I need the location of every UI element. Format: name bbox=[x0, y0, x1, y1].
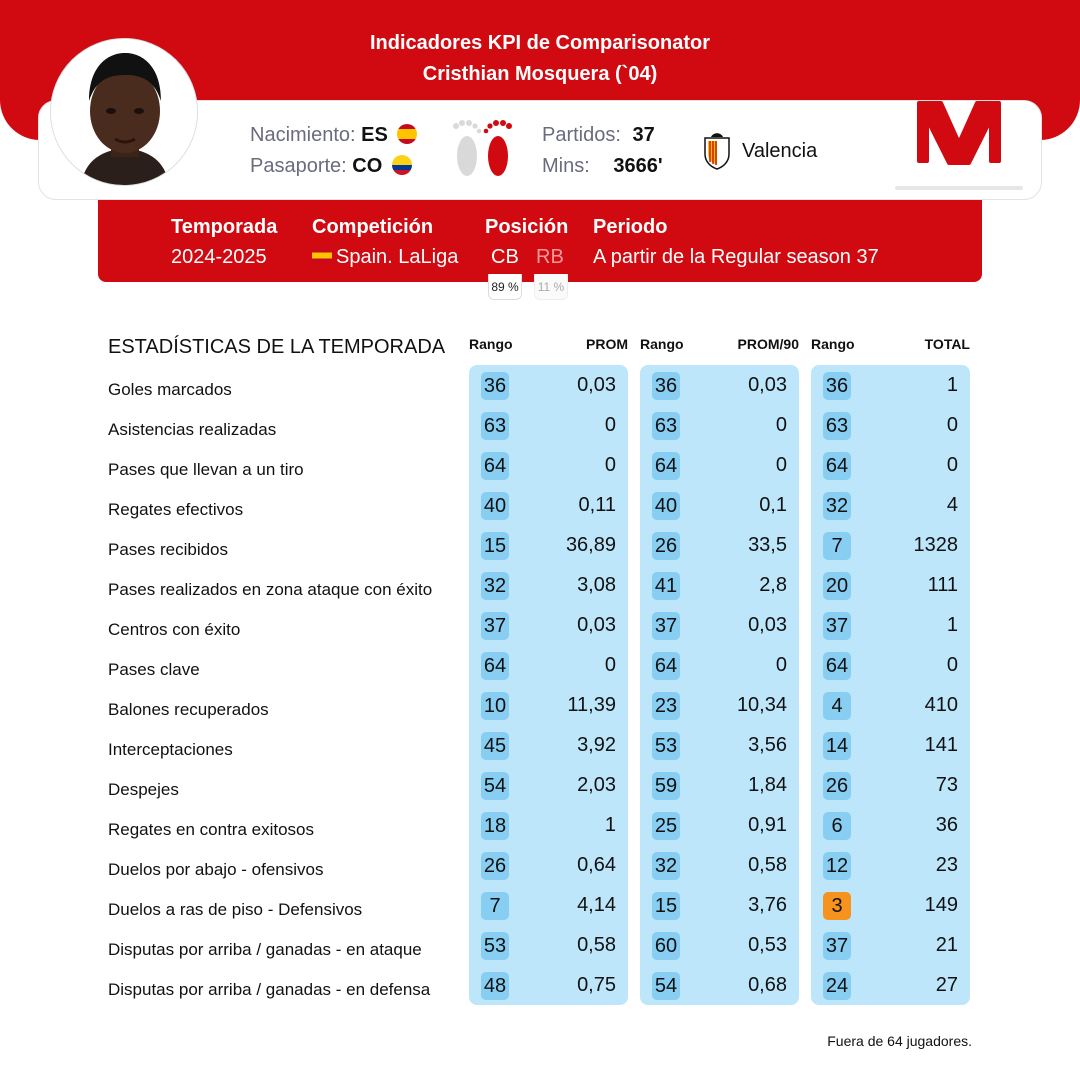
passport-country: CO bbox=[352, 155, 383, 177]
stat-label: Goles marcados bbox=[108, 380, 232, 399]
value-cell: 0,03 bbox=[577, 614, 616, 636]
value-cell: 0 bbox=[946, 414, 958, 436]
rank-cell: 64 bbox=[823, 652, 851, 680]
stat-label: Asistencias realizadas bbox=[108, 420, 277, 439]
value-cell: 0,11 bbox=[578, 494, 616, 516]
rank-cell: 20 bbox=[823, 572, 851, 600]
rank-cell: 59 bbox=[652, 772, 680, 800]
birth-country: ES bbox=[361, 124, 388, 146]
position-rb: RB bbox=[536, 246, 564, 268]
value-cell: 1 bbox=[946, 614, 958, 636]
rank-cell: 10 bbox=[481, 692, 509, 720]
value-cell: 0,68 bbox=[748, 974, 787, 996]
value-cell: 0,03 bbox=[748, 374, 787, 396]
period-header: Periodo bbox=[593, 216, 668, 238]
stat-label: Despejes bbox=[108, 780, 179, 799]
stat-label: Regates en contra exitosos bbox=[108, 820, 315, 839]
header-per90: PROM/90 bbox=[737, 336, 799, 352]
club bbox=[702, 132, 817, 170]
rank-cell: 48 bbox=[481, 972, 509, 1000]
rank-cell: 64 bbox=[481, 452, 509, 480]
rank-cell: 14 bbox=[823, 732, 851, 760]
title-line-1: Indicadores KPI de Comparisonator bbox=[369, 32, 711, 54]
rank-cell: 63 bbox=[823, 412, 851, 440]
value-cell: 3,08 bbox=[577, 574, 616, 596]
value-cell: 0 bbox=[775, 454, 787, 476]
rank-cell: 6 bbox=[823, 812, 851, 840]
stat-label: Duelos a ras de piso - Defensivos bbox=[108, 900, 363, 919]
value-cell: 111 bbox=[927, 574, 958, 596]
value-cell: 3,92 bbox=[577, 734, 616, 756]
rank-cell: 24 bbox=[823, 972, 851, 1000]
rank-cell: 18 bbox=[481, 812, 509, 840]
value-cell: 33,5 bbox=[748, 534, 787, 556]
value-cell: 4 bbox=[946, 494, 958, 516]
rank-cell: 37 bbox=[823, 612, 851, 640]
rank-cell: 36 bbox=[652, 372, 680, 400]
position-cb-percent: 89 % bbox=[488, 274, 522, 300]
rank-cell: 32 bbox=[481, 572, 509, 600]
value-cell: 36 bbox=[935, 814, 958, 836]
rank-cell: 53 bbox=[652, 732, 680, 760]
rank-cell: 64 bbox=[481, 652, 509, 680]
value-cell: 0,75 bbox=[577, 974, 616, 996]
rank-cell: 32 bbox=[652, 852, 680, 880]
value-cell: 0 bbox=[604, 654, 616, 676]
value-cell: 36,89 bbox=[565, 534, 616, 556]
rank-cell: 45 bbox=[481, 732, 509, 760]
rank-cell: 26 bbox=[481, 852, 509, 880]
header-avg: PROM bbox=[586, 336, 628, 352]
rank-cell: 36 bbox=[481, 372, 509, 400]
value-cell: 21 bbox=[935, 934, 958, 956]
birth-row bbox=[250, 124, 417, 147]
stat-label: Pases que llevan a un tiro bbox=[108, 460, 304, 479]
rank-cell: 41 bbox=[652, 572, 680, 600]
header-rank-2: Rango bbox=[640, 336, 684, 352]
rank-cell: 12 bbox=[823, 852, 851, 880]
header-rank-1: Rango bbox=[469, 336, 513, 352]
rank-cell: 23 bbox=[652, 692, 680, 720]
value-cell: 3,76 bbox=[748, 894, 787, 916]
footedness-icon bbox=[448, 118, 518, 182]
rank-cell: 36 bbox=[823, 372, 851, 400]
spain-flag-icon bbox=[312, 249, 332, 262]
value-cell: 0,58 bbox=[577, 934, 616, 956]
rank-cell: 40 bbox=[652, 492, 680, 520]
stat-label: Regates efectivos bbox=[108, 500, 244, 519]
rank-cell: 7 bbox=[823, 532, 851, 560]
position-rb-percent: 11 % bbox=[534, 274, 568, 300]
passport-label: Pasaporte: bbox=[250, 155, 347, 177]
logo-underline bbox=[895, 186, 1023, 190]
season-value: 2024-2025 bbox=[171, 246, 267, 268]
player-photo bbox=[50, 38, 198, 186]
club-name: Valencia bbox=[742, 139, 818, 162]
rank-cell: 4 bbox=[823, 692, 851, 720]
rank-cell: 37 bbox=[823, 932, 851, 960]
passport-row bbox=[250, 155, 412, 178]
stat-label: Centros con éxito bbox=[108, 620, 241, 639]
value-cell: 3,56 bbox=[748, 734, 787, 756]
value-cell: 410 bbox=[924, 694, 958, 716]
footnote: Fuera de 64 jugadores. bbox=[827, 1033, 972, 1049]
rank-cell: 37 bbox=[652, 612, 680, 640]
header-rank-3: Rango bbox=[811, 336, 855, 352]
value-cell: 23 bbox=[935, 854, 958, 876]
value-cell: 11,39 bbox=[567, 694, 616, 716]
competition-value bbox=[312, 246, 458, 269]
matches-label: Partidos: bbox=[542, 124, 621, 146]
value-cell: 2,03 bbox=[577, 774, 616, 796]
value-cell: 10,34 bbox=[736, 694, 787, 716]
stat-label: Balones recuperados bbox=[108, 700, 269, 719]
spain-flag-icon bbox=[397, 124, 417, 144]
mins-row bbox=[542, 155, 663, 178]
value-cell: 27 bbox=[935, 974, 958, 996]
matches-value: 37 bbox=[632, 124, 655, 146]
season-header: Temporada bbox=[171, 216, 278, 238]
section-title: ESTADÍSTICAS DE LA TEMPORADA bbox=[108, 336, 446, 358]
rank-cell: 26 bbox=[823, 772, 851, 800]
value-cell: 0,03 bbox=[748, 614, 787, 636]
rank-cell: 15 bbox=[481, 532, 509, 560]
position-header: Posición bbox=[485, 216, 569, 238]
value-cell: 0 bbox=[946, 654, 958, 676]
stat-label: Interceptaciones bbox=[108, 740, 233, 759]
season-info-band bbox=[98, 200, 982, 282]
birth-label: Nacimiento: bbox=[250, 124, 356, 146]
rank-cell: 54 bbox=[652, 972, 680, 1000]
stat-label: Duelos por abajo - ofensivos bbox=[108, 860, 324, 879]
value-cell: 1328 bbox=[913, 534, 958, 556]
rank-cell: 7 bbox=[481, 892, 509, 920]
valencia-crest-icon bbox=[702, 132, 732, 170]
value-cell: 0 bbox=[604, 414, 616, 436]
rank-cell: 40 bbox=[481, 492, 509, 520]
rank-cell: 25 bbox=[652, 812, 680, 840]
rank-cell: 53 bbox=[481, 932, 509, 960]
value-cell: 1 bbox=[946, 374, 958, 396]
value-cell: 0 bbox=[775, 414, 787, 436]
period-value: A partir de la Regular season 37 bbox=[593, 246, 879, 268]
value-cell: 0,91 bbox=[748, 814, 787, 836]
rank-cell: 37 bbox=[481, 612, 509, 640]
value-cell: 2,8 bbox=[759, 574, 787, 596]
mins-label: Mins: bbox=[542, 155, 590, 177]
competition-name: Spain. LaLiga bbox=[336, 246, 459, 268]
rank-cell: 26 bbox=[652, 532, 680, 560]
value-cell: 0 bbox=[946, 454, 958, 476]
value-cell: 1 bbox=[604, 814, 616, 836]
rank-cell: 3 bbox=[823, 892, 851, 920]
value-cell: 0 bbox=[775, 654, 787, 676]
rank-cell: 63 bbox=[481, 412, 509, 440]
value-cell: 4,14 bbox=[577, 894, 616, 916]
rank-cell: 60 bbox=[652, 932, 680, 960]
position-cb: CB bbox=[491, 246, 519, 268]
title-line-2: Cristhian Mosquera (`04) bbox=[422, 63, 658, 85]
value-cell: 0 bbox=[604, 454, 616, 476]
value-cell: 0,58 bbox=[748, 854, 787, 876]
rank-cell: 64 bbox=[652, 452, 680, 480]
value-cell: 141 bbox=[924, 734, 958, 756]
header-total: TOTAL bbox=[924, 336, 970, 352]
stat-label: Disputas por arriba / ganadas - en ataque bbox=[108, 940, 422, 959]
matches-row bbox=[542, 124, 655, 147]
rank-cell: 64 bbox=[652, 652, 680, 680]
value-cell: 1,84 bbox=[748, 774, 787, 796]
marca-logo-icon bbox=[895, 95, 1023, 191]
colombia-flag-icon bbox=[392, 155, 412, 175]
mins-value: 3666' bbox=[613, 155, 663, 177]
value-cell: 0,53 bbox=[748, 934, 787, 956]
stat-label: Pases realizados en zona ataque con éxito bbox=[108, 580, 433, 599]
stat-label: Pases clave bbox=[108, 660, 200, 679]
value-cell: 73 bbox=[935, 774, 958, 796]
value-cell: 0,1 bbox=[759, 494, 787, 516]
value-cell: 149 bbox=[924, 894, 958, 916]
stat-label: Disputas por arriba / ganadas - en defensa bbox=[108, 980, 431, 999]
rank-cell: 54 bbox=[481, 772, 509, 800]
stat-label: Pases recibidos bbox=[108, 540, 229, 559]
rank-cell: 15 bbox=[652, 892, 680, 920]
rank-cell: 63 bbox=[652, 412, 680, 440]
rank-cell: 32 bbox=[823, 492, 851, 520]
competition-header: Competición bbox=[312, 216, 434, 238]
value-cell: 0,64 bbox=[577, 854, 616, 876]
rank-cell: 64 bbox=[823, 452, 851, 480]
value-cell: 0,03 bbox=[577, 374, 616, 396]
